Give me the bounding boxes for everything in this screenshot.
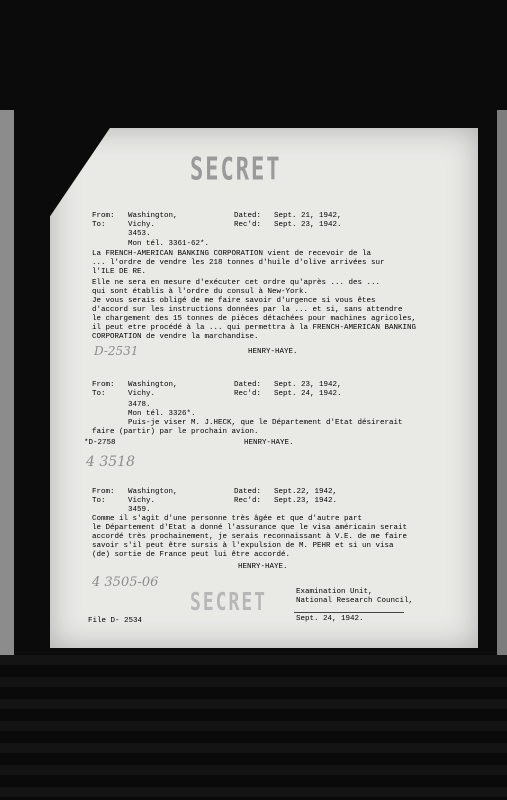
msg2-from-label: From: [92, 381, 115, 389]
msg3-to: Vichy. [128, 497, 156, 505]
msg2-recd: Sept. 24, 1942. [274, 390, 342, 398]
msg1-body-8: le chargement des 15 tonnes de pièces détachées pour machines agricoles, [92, 315, 417, 323]
secret-stamp-top: SECRET [190, 153, 282, 188]
msg2-body-1: Puis-je viser M. J.HECK, que le Département d'Etat désirerait [128, 419, 403, 427]
msg1-body-4: Elle ne sera en mesure d'exécuter cet ordre qu'après ... des ... [92, 279, 381, 287]
msg1-body-3: l'ILE DE RE. [92, 268, 147, 276]
msg1-from-label: From: [92, 212, 115, 220]
msg1-body-2: ... l'ordre de vendre les 218 tonnes d'huile d'olive arrivées sur [92, 259, 385, 267]
msg1-recd-label: Rec'd: [234, 221, 262, 229]
footer-date: Sept. 24, 1942. [296, 615, 364, 623]
msg1-body-9: il peut etre procédé à la ... qui permettra à la FRENCH-AMERICAN BANKING [92, 324, 417, 332]
msg3-recd-label: Rec'd: [234, 497, 262, 505]
msg2-signature: HENRY-HAYE. [244, 439, 294, 447]
msg1-to-label: To: [92, 221, 106, 229]
msg2-recd-label: Rec'd: [234, 390, 262, 398]
msg1-dated-label: Dated: [234, 212, 262, 220]
msg1-body-5: qui sont établis à l'ordre du consul à New-York. [92, 288, 309, 296]
msg3-dated: Sept.22, 1942, [274, 488, 338, 496]
msg1-handwritten-ref: D-2531 [94, 344, 139, 358]
msg1-body-10: CORPORATION de vendre la marchandise. [92, 333, 259, 341]
examination-unit: Examination Unit, [296, 588, 373, 596]
msg1-body-6: Je vous serais obligé de me faire savoir d'urgence si vous êtes [92, 297, 376, 305]
file-number: File D- 2534 [88, 617, 143, 625]
msg1-ref: Mon tél. 3361-62*. [128, 240, 210, 248]
msg2-from: Washington, [128, 381, 178, 389]
msg1-from: Washington, [128, 212, 178, 220]
msg2-dated-label: Dated: [234, 381, 262, 389]
msg2-dated: Sept. 23, 1942, [274, 381, 342, 389]
msg2-number: 3478. [128, 401, 151, 409]
msg1-body-1: La FRENCH-AMERICAN BANKING CORPORATION vient de recevoir de la [92, 250, 372, 258]
msg1-body-7: d'accord sur les instructions données par la ... et si, sans attendre [92, 306, 403, 314]
msg3-handwritten-ref: 4 3505-06 [92, 575, 159, 590]
msg2-handwritten-ref: 4 3518 [86, 454, 135, 470]
signature-rule [294, 612, 404, 613]
msg2-ref: Mon tél. 3326*. [128, 410, 196, 418]
msg3-to-label: To: [92, 497, 106, 505]
msg1-recd: Sept. 23, 1942. [274, 221, 342, 229]
msg3-number: 3459. [128, 506, 151, 514]
film-edge-left [0, 110, 14, 670]
msg2-to: Vichy. [128, 390, 156, 398]
secret-stamp-bottom: SECRET [190, 587, 268, 618]
msg1-number: 3453. [128, 230, 151, 238]
msg3-signature: HENRY-HAYE. [238, 563, 288, 571]
msg1-to: Vichy. [128, 221, 156, 229]
msg3-body-3: accordé très prochainement, je serais reconnaissant à V.E. de me faire [92, 533, 408, 541]
msg2-body-2: faire (partir) par le prochain avion. [92, 428, 259, 436]
msg1-signature: HENRY-HAYE. [248, 348, 298, 356]
msg2-footnote: *D-2758 [84, 439, 116, 447]
msg1-dated: Sept. 21, 1942, [274, 212, 342, 220]
msg3-dated-label: Dated: [234, 488, 262, 496]
msg3-recd: Sept.23, 1942. [274, 497, 338, 505]
msg3-body-1: Comme il s'agit d'une personne très âgée et que d'autre part [92, 515, 363, 523]
msg3-body-4: savoir s'il peut être sursis à l'expulsion de M. PEHR et si un visa [92, 542, 394, 550]
msg3-body-5: (de) sortie de France peut lui être accordé. [92, 551, 291, 559]
msg3-from: Washington, [128, 488, 178, 496]
msg3-from-label: From: [92, 488, 115, 496]
msg2-to-label: To: [92, 390, 106, 398]
msg3-body-2: le Département d'Etat a donné l'assurance que le visa américain serait [92, 524, 408, 532]
research-council: National Research Council, [296, 597, 414, 605]
film-strip-bottom [0, 655, 507, 800]
film-edge-right [497, 110, 507, 670]
